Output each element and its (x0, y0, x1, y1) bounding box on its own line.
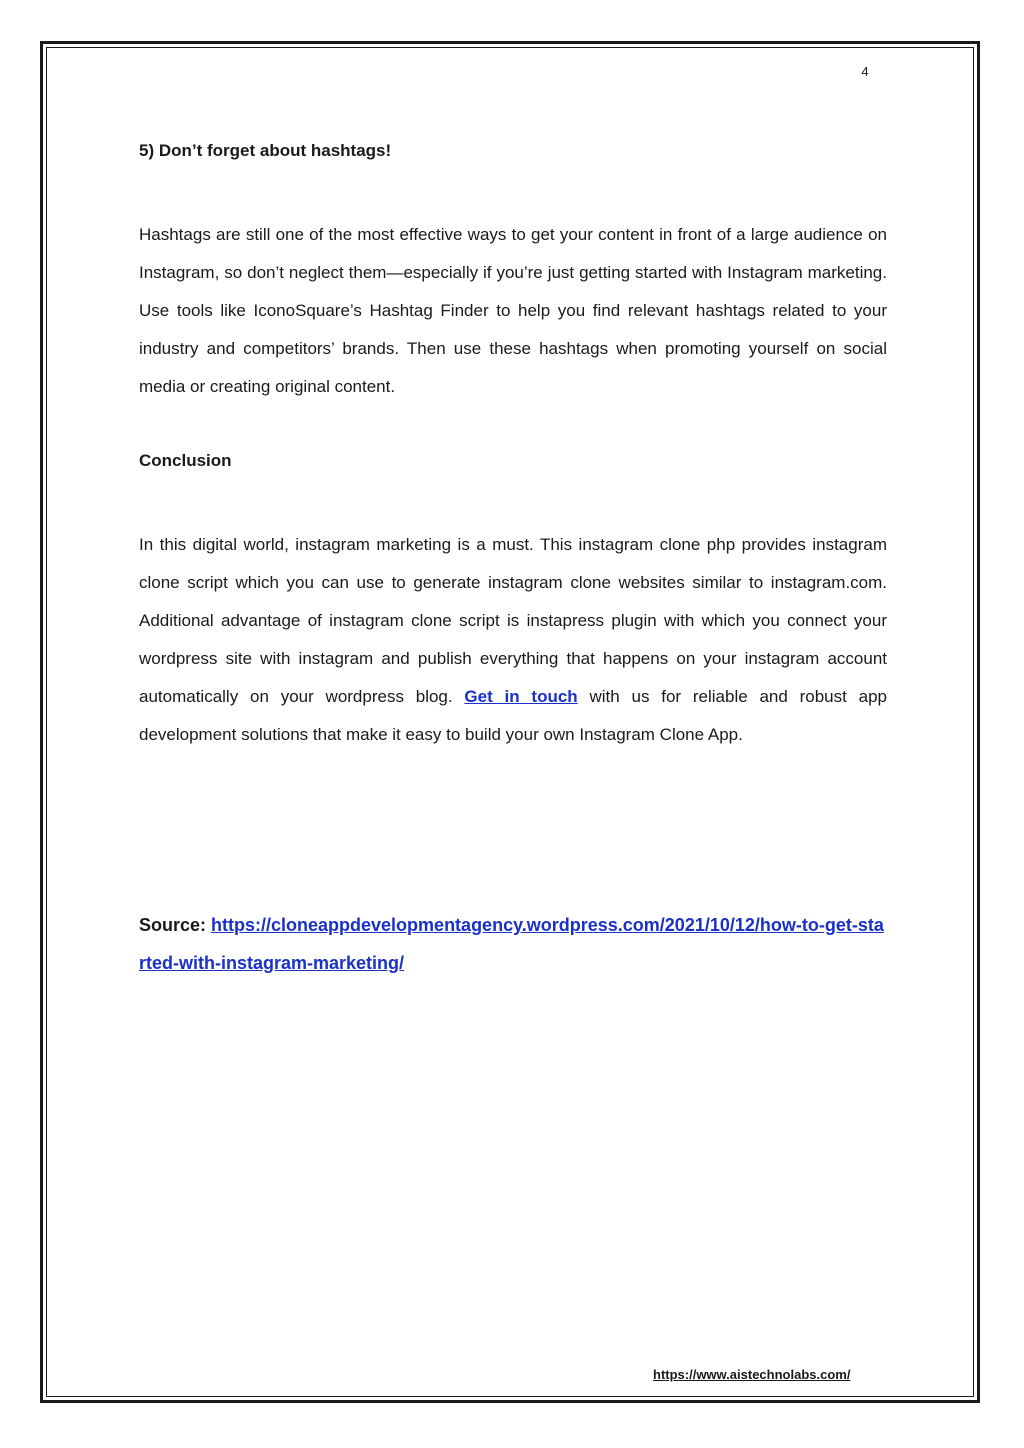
source-link[interactable]: https://cloneappdevelopmentagency.wordpress.com/2021/10/12/how-to-get-started-with-instagram-marketing/ (139, 915, 884, 973)
source-label: Source: (139, 915, 212, 935)
main-content (139, 138, 887, 754)
hashtags-paragraph: Hashtags are still one of the most effective ways to get your content in front of a large audience on Instagram, so don’t neglect them—especially if you’re just getting started with Instagram marketing. Use tools like IconoSquare’s Hashtag Finder to help you find relevant hashtags related to your industry and competitors’ brands. Then use these hashtags when promoting yourself on social media or creating original content. (139, 225, 887, 396)
conclusion-text-after-link: with us for reliable and robust app development solutions that make it easy to build your own Instagram Clone App. (139, 687, 888, 744)
conclusion-heading: Conclusion (139, 451, 232, 470)
get-in-touch-link[interactable]: Get in touch (464, 687, 578, 706)
conclusion-text-before-link: In this digital world, instagram marketing is a must. This instagram clone php provides instagram clone script which you can use to generate instagram clone websites similar to instagram.com. Additional advantage of instagram clone script is instapress plugin with which you connect your wordpress site with instagram and publish everything that happens on your instagram account automatically on your wordpress blog. (139, 535, 887, 706)
page-number: 4 (861, 64, 869, 79)
source-block (139, 906, 887, 982)
section-heading-hashtags: 5) Don’t forget about hashtags! (139, 141, 392, 160)
conclusion-paragraph (139, 526, 887, 754)
footer-website-link[interactable]: https://www.aistechnolabs.com/ (653, 1367, 851, 1382)
